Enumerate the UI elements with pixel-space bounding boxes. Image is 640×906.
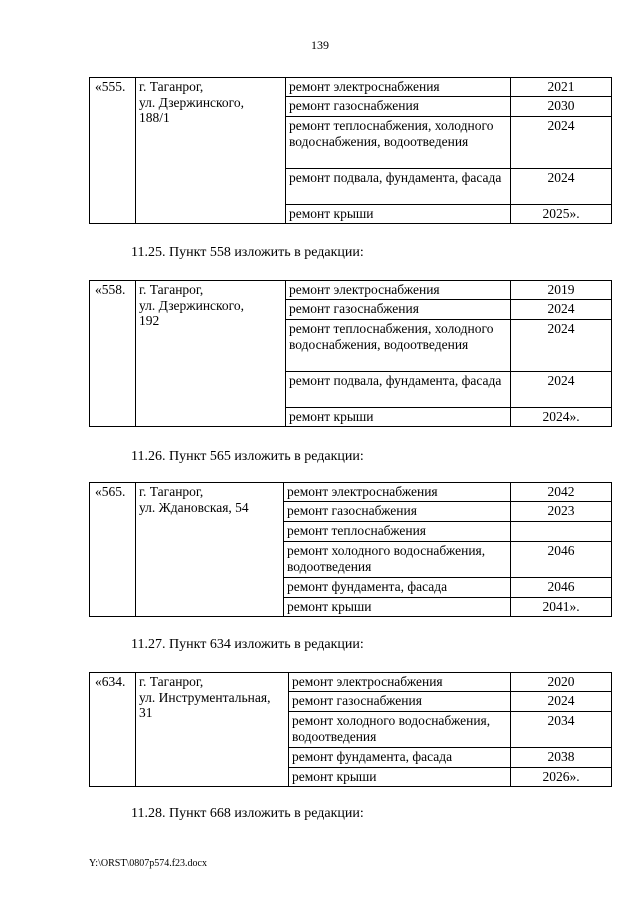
year-cell: 2024 (511, 692, 612, 712)
paragraph-11-25: 11.25. Пункт 558 изложить в редакции: (131, 245, 364, 260)
address-line: 192 (139, 313, 160, 328)
item-number: «634. (90, 673, 136, 787)
repair-table (89, 280, 612, 427)
work-cell: ремонт газоснабжения (286, 97, 511, 117)
work-cell: ремонт электроснабжения (284, 483, 511, 502)
year-cell: 2024 (511, 117, 612, 169)
year-cell: 2042 (511, 483, 612, 502)
item-number: «555. (90, 78, 136, 224)
year-cell: 2024 (511, 372, 612, 408)
year-cell: 2021 (511, 78, 612, 97)
year-cell: 2034 (511, 712, 612, 748)
work-cell: ремонт крыши (286, 408, 511, 427)
address-line: 31 (139, 705, 153, 720)
work-cell: ремонт теплоснабжения, холодного водоснабжения, водоотведения (286, 320, 511, 372)
year-cell: 2038 (511, 748, 612, 768)
work-cell: ремонт крыши (286, 205, 511, 224)
year-cell: 2024». (511, 408, 612, 427)
address-line: г. Таганрог, (139, 79, 204, 94)
address-cell (136, 78, 286, 224)
item-number: «558. (90, 281, 136, 427)
footer-file-path: Y:\ORST\0807p574.f23.docx (89, 858, 207, 869)
address-line: ул. Инструментальная, (139, 689, 271, 705)
table-row (90, 483, 612, 502)
repair-table (89, 77, 612, 224)
paragraph-11-28: 11.28. Пункт 668 изложить в редакции: (131, 806, 364, 821)
work-cell: ремонт холодного водоснабжения, водоотведения (284, 542, 511, 578)
address-cell (136, 483, 284, 617)
work-cell: ремонт подвала, фундамента, фасада (286, 169, 511, 205)
year-cell: 2024 (511, 169, 612, 205)
paragraph-11-26: 11.26. Пункт 565 изложить в редакции: (131, 449, 364, 464)
work-cell: ремонт фундамента, фасада (289, 748, 511, 768)
year-cell: 2046 (511, 542, 612, 578)
work-cell: ремонт электроснабжения (289, 673, 511, 692)
work-cell: ремонт крыши (289, 768, 511, 787)
year-cell: 2041». (511, 598, 612, 617)
address-line: 188/1 (139, 110, 170, 125)
repair-table (89, 482, 612, 617)
address-line: г. Таганрог, (139, 484, 204, 499)
work-cell: ремонт крыши (284, 598, 511, 617)
year-cell: 2026». (511, 768, 612, 787)
work-cell: ремонт электроснабжения (286, 78, 511, 97)
address-line: г. Таганрог, (139, 282, 204, 297)
work-cell: ремонт газоснабжения (289, 692, 511, 712)
work-cell: ремонт подвала, фундамента, фасада (286, 372, 511, 408)
address-cell (136, 281, 286, 427)
paragraph-11-27: 11.27. Пункт 634 изложить в редакции: (131, 637, 364, 652)
work-cell: ремонт газоснабжения (286, 300, 511, 320)
work-cell: ремонт теплоснабжения, холодного водоснабжения, водоотведения (286, 117, 511, 169)
table-row (90, 281, 612, 300)
year-cell (511, 522, 612, 542)
work-cell: ремонт теплоснабжения (284, 522, 511, 542)
year-cell: 2020 (511, 673, 612, 692)
table-item-634 (89, 672, 611, 787)
address-line: ул. Дзержинского, (139, 94, 244, 110)
address-line: ул. Дзержинского, (139, 297, 244, 313)
year-cell: 2023 (511, 502, 612, 522)
year-cell: 2024 (511, 300, 612, 320)
table-item-558 (89, 280, 611, 427)
year-cell: 2030 (511, 97, 612, 117)
year-cell: 2025». (511, 205, 612, 224)
item-number: «565. (90, 483, 136, 617)
table-item-565 (89, 482, 611, 617)
year-cell: 2019 (511, 281, 612, 300)
year-cell: 2024 (511, 320, 612, 372)
address-line: г. Таганрог, (139, 674, 204, 689)
work-cell: ремонт электроснабжения (286, 281, 511, 300)
table-row (90, 78, 612, 97)
year-cell: 2046 (511, 578, 612, 598)
address-line: ул. Ждановская, 54 (139, 499, 249, 515)
work-cell: ремонт фундамента, фасада (284, 578, 511, 598)
address-cell (136, 673, 289, 787)
page-number: 139 (311, 38, 329, 52)
work-cell: ремонт холодного водоснабжения, водоотведения (289, 712, 511, 748)
table-row (90, 673, 612, 692)
table-item-555 (89, 77, 611, 224)
work-cell: ремонт газоснабжения (284, 502, 511, 522)
repair-table (89, 672, 612, 787)
